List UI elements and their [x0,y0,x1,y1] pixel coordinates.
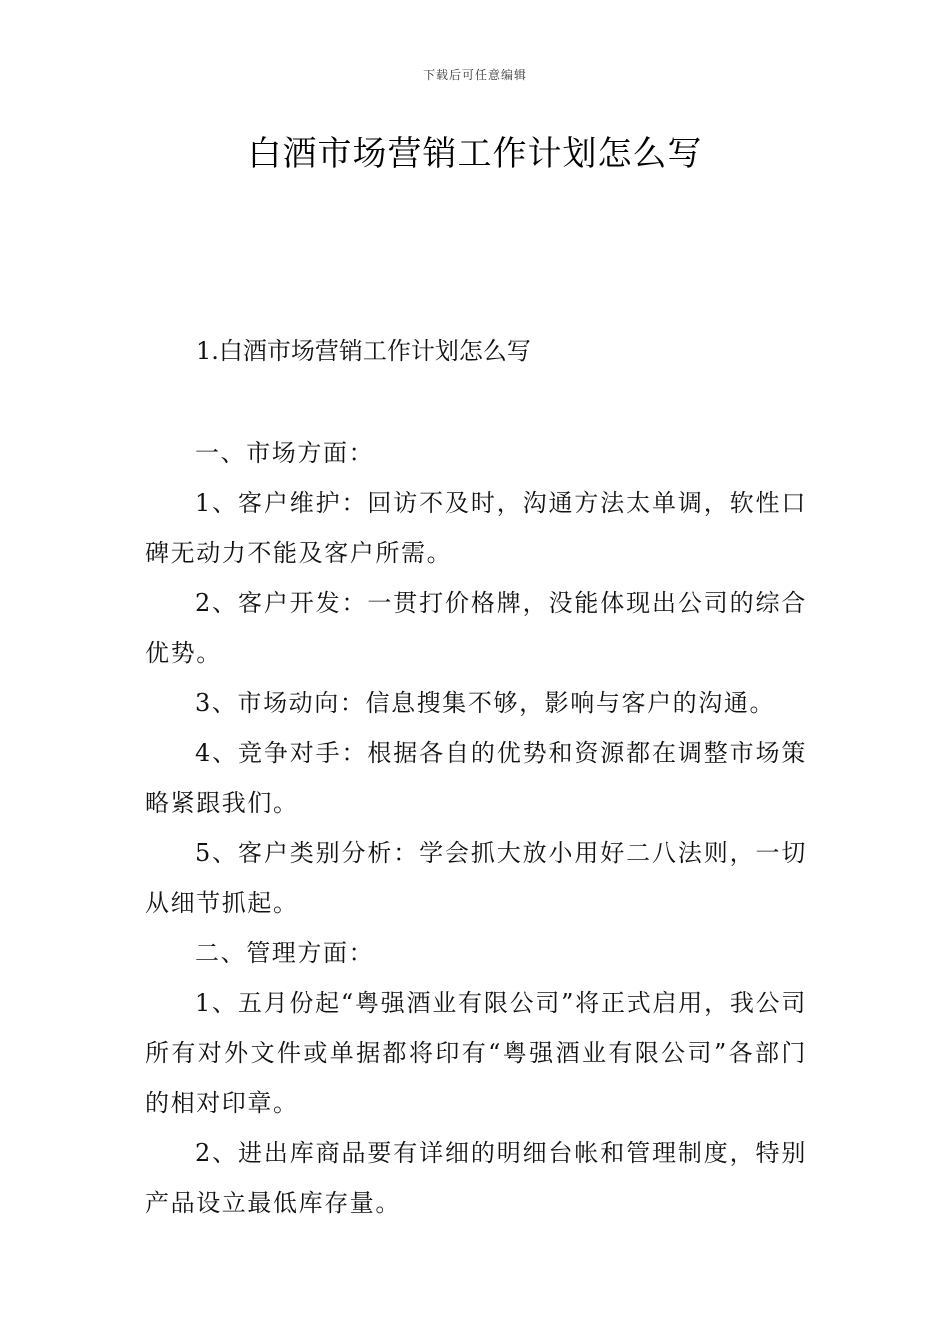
paragraph-customer-development: 2、客户开发：一贯打价格牌，没能体现出公司的综合优势。 [145,589,807,667]
paragraph-market-heading: 一、市场方面： [195,439,375,467]
paragraph-inventory: 2、进出库商品要有详细的明细台帐和管理制度，特别产品设立最低库存量。 [145,1139,807,1217]
paragraph-competitors: 4、竞争对手：根据各自的优势和资源都在调整市场策略紧跟我们。 [145,739,807,817]
document-body [145,428,807,1228]
section-heading: 1.白酒市场营销工作计划怎么写 [196,337,531,365]
header-note: 下载后可任意编辑 [422,68,527,82]
paragraph-management-heading: 二、管理方面： [195,939,375,967]
paragraph-customer-maintenance: 1、客户维护：回访不及时，沟通方法太单调，软性口碑无动力不能及客户所需。 [145,489,807,567]
paragraph-customer-analysis: 5、客户类别分析：学会抓大放小用好二八法则，一切从细节抓起。 [145,839,807,917]
paragraph-company-seal: 1、五月份起“粤强酒业有限公司”将正式启用，我公司所有对外文件或单据都将印有“粤强酒业有限公司”各部门的相对印章。 [145,989,807,1117]
paragraph-market-trends: 3、市场动向：信息搜集不够，影响与客户的沟通。 [195,689,776,717]
document-title: 白酒市场营销工作计划怎么写 [247,134,703,174]
